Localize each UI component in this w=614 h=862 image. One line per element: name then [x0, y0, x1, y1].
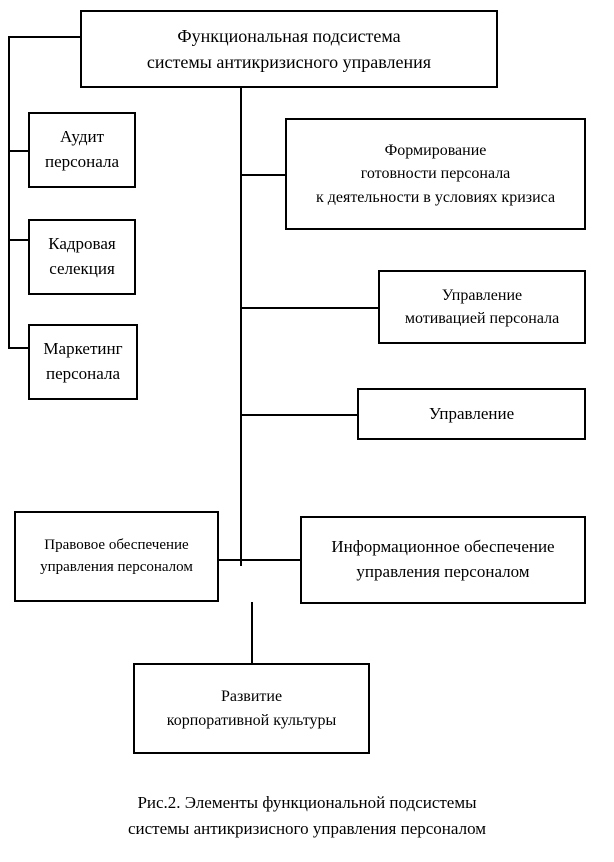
node-line: селекция — [49, 259, 115, 278]
figure-caption — [0, 790, 614, 843]
node-line: Управление — [428, 403, 515, 423]
connector-to-management — [240, 414, 359, 416]
node-information-support[interactable] — [300, 516, 586, 604]
connector-center-trunk — [240, 88, 242, 566]
caption-line: системы антикризисного управления персоналом — [127, 819, 486, 839]
node-motivation-management[interactable] — [378, 270, 586, 344]
node-line: персонала — [44, 152, 119, 171]
connector-left-trunk — [8, 36, 10, 348]
node-line: системы антикризисного управления — [146, 52, 432, 72]
node-line: к деятельности в условиях кризиса — [315, 188, 556, 206]
node-line: управления персоналом — [356, 562, 530, 581]
connector-to-motivation — [240, 307, 380, 309]
caption-line: Рис.2. Элементы функциональной подсистемы — [137, 793, 477, 812]
node-personnel-marketing[interactable] — [28, 324, 138, 400]
node-management[interactable] — [357, 388, 586, 440]
node-line: готовности персонала — [360, 165, 511, 183]
node-line: Правовое обеспечение — [44, 536, 189, 553]
node-line: Информационное обеспечение — [331, 537, 555, 557]
node-functional-subsystem-root[interactable] — [80, 10, 498, 88]
node-forming-readiness[interactable] — [285, 118, 586, 230]
node-line: Развитие — [220, 688, 283, 706]
node-line: Кадровая — [48, 234, 116, 254]
node-line: управления персоналом — [40, 558, 193, 575]
node-line: Управление — [441, 286, 523, 304]
connector-to-culture — [251, 602, 253, 664]
connector-root-left — [8, 36, 82, 38]
connector-to-selection — [8, 239, 30, 241]
node-line: персонала — [45, 364, 120, 383]
node-line: Маркетинг — [43, 339, 123, 359]
connector-to-forming — [240, 174, 287, 176]
node-audit-personnel[interactable] — [28, 112, 136, 188]
node-legal-support[interactable] — [14, 511, 219, 602]
node-line: Функциональная подсистема — [177, 25, 401, 46]
connector-to-marketing — [8, 347, 30, 349]
node-corporate-culture-development[interactable] — [133, 663, 370, 754]
node-line: Формирование — [384, 142, 487, 160]
node-line: мотивацией персонала — [404, 310, 560, 327]
node-line: корпоративной культуры — [166, 711, 337, 729]
node-personnel-selection[interactable] — [28, 219, 136, 295]
node-line: Аудит — [59, 127, 105, 147]
connector-legal-info — [217, 559, 302, 561]
connector-to-audit — [8, 150, 30, 152]
